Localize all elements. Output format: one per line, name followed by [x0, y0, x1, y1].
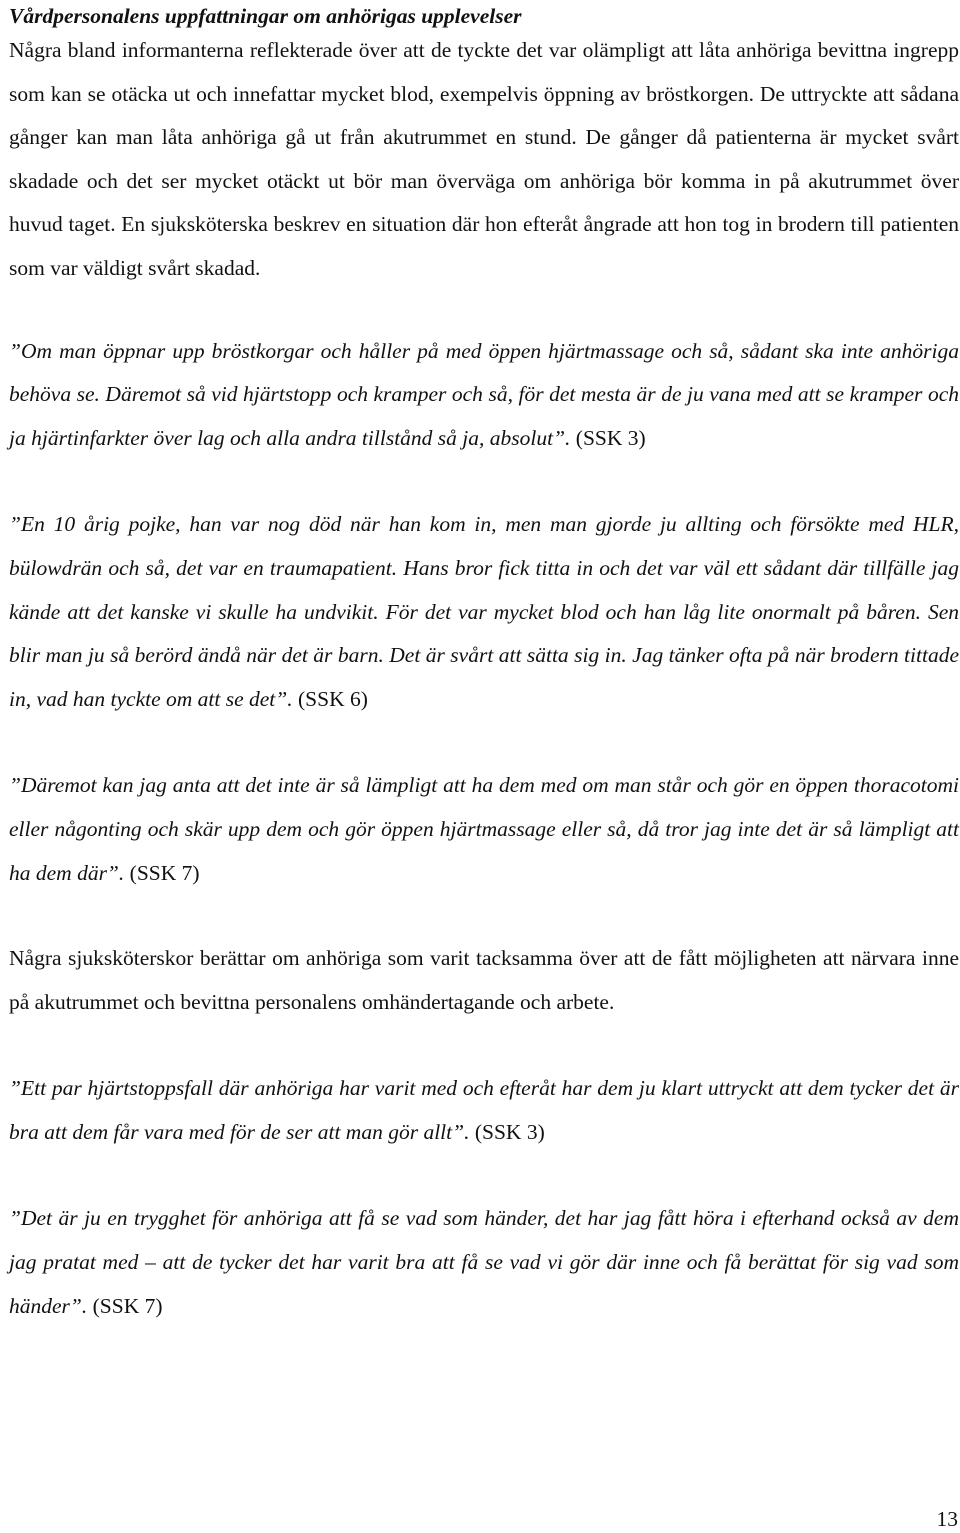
section-heading: Vårdpersonalens uppfattningar om anhörigas upplevelser	[9, 4, 522, 28]
quote-block-5	[9, 1197, 959, 1328]
quote-2-citation: (SSK 6)	[298, 686, 368, 711]
quote-block-4	[9, 1067, 959, 1154]
quote-3-citation: (SSK 7)	[129, 860, 200, 885]
quote-block-1	[9, 330, 959, 461]
quote-4-citation: (SSK 3)	[474, 1119, 545, 1144]
quote-5-text: ”Det är ju en trygghet för anhöriga att få se vad som händer, det har jag fått höra i efterhand också av dem jag pratat med – att de tycker det har varit bra att få se vad vi gör där inne och få berättat för sig vad som händer”.	[9, 1206, 959, 1318]
quote-2-text: ”En 10 årig pojke, han var nog död när han kom in, men man gjorde ju allting och försökte med HLR, bülowdrän och så, det var en traumapatient. Hans bror fick titta in och det var väl ett sådant där tillfälle jag kände att det kanske vi skulle ha undvikit. För det var mycket blod och han låg lite onormalt på båren. Sen blir man ju så berörd ändå när det är barn. Det är svårt att sätta sig in. Jag tänker ofta på när brodern tittade in, vad han tyckte om att se det”.	[9, 512, 959, 711]
quote-block-2	[9, 503, 959, 721]
quote-1-text: ”Om man öppnar upp bröstkorgar och håller på med öppen hjärtmassage och så, sådant ska inte anhöriga behöva se. Däremot så vid hjärtstopp och kramper och så, för det mesta är de ju vana med att se kramper och ja hjärtinfarkter över lag och alla andra tillstånd så ja, absolut”.	[9, 338, 959, 450]
body-paragraph-2: Några sjuksköterskor berättar om anhöriga som varit tacksamma över att de fått möjligheten att närvara inne på akutrummet och bevittna personalens omhändertagande och arbete.	[9, 946, 959, 1014]
quote-5-citation: (SSK 7)	[92, 1293, 163, 1318]
quote-block-3	[9, 764, 959, 895]
quote-4-text: ”Ett par hjärtstoppsfall där anhöriga har varit med och efteråt har dem ju klart uttryckt att dem tycker det är bra att dem får vara med för de ser att man gör allt”.	[9, 1076, 959, 1144]
body-paragraph-1: Några bland informanterna reflekterade över att de tyckte det var olämpligt att låta anhöriga bevittna ingrepp som kan se otäcka ut och innefattar mycket blod, exempelvis öppning av bröstkorgen. De uttryckte att sådana gånger kan man låta anhöriga gå ut från akutrummet en stund. De gånger då patienterna är mycket svårt skadade och det ser mycket otäckt ut bör man överväga om anhöriga bör komma in på akutrummet över huvud taget. En sjuksköterska beskrev en situation där hon efteråt ångrade att hon tog in brodern till patienten som var väldigt svårt skadad.	[9, 38, 959, 280]
quote-3-text: ”Däremot kan jag anta att det inte är så lämpligt att ha dem med om man står och gör en öppen thoracotomi eller någonting och skär upp dem och gör öppen hjärtmassage eller så, då tror jag inte det är så lämpligt att ha dem där”.	[9, 773, 959, 885]
quote-1-citation: (SSK 3)	[575, 425, 646, 450]
page-number: 13	[936, 1507, 958, 1531]
document-page	[9, 0, 959, 1328]
